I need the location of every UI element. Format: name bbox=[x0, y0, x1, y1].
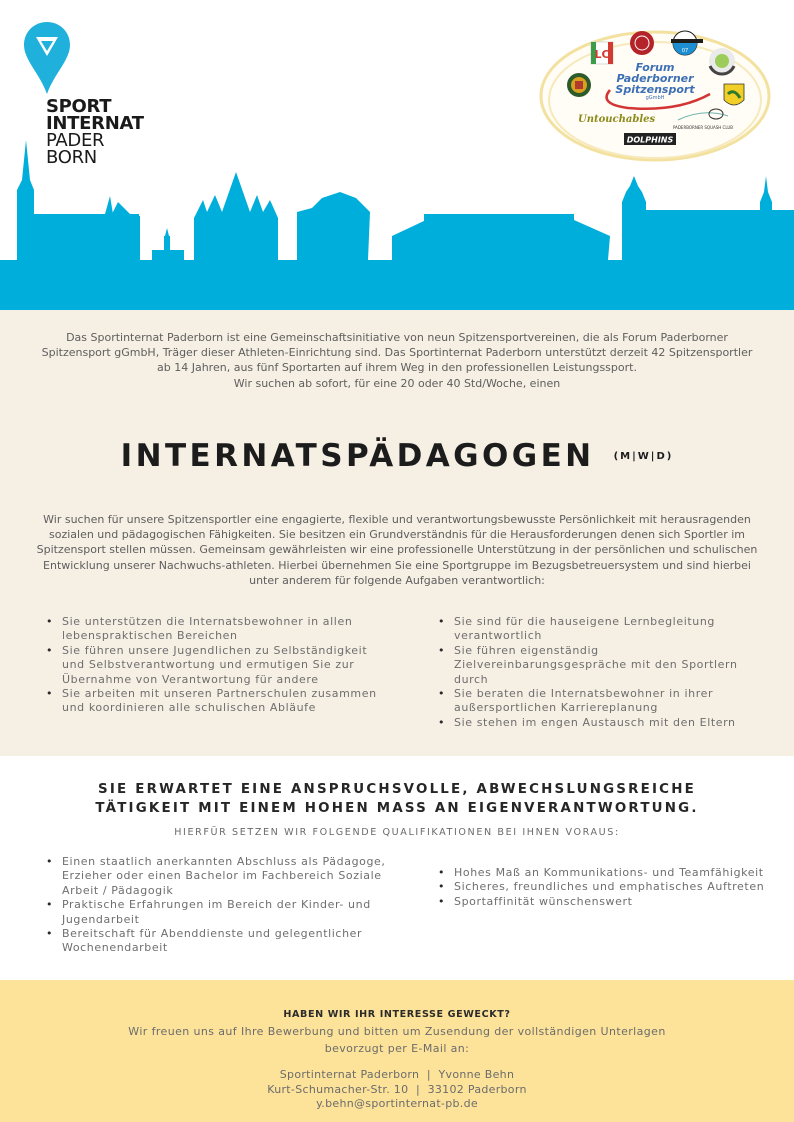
intro-text: Das Sportinternat Paderborn ist eine Gemeinschaftsinitiative von neun Spitzensportvereinen, die als Forum Paderborner Spitzensport gGmbH, Träger dieser Athleten-Einrichtung sind. Das Sportinternat Paderborn unterstützt derzeit 42 Spitzensportler ab 14 Jahren, aus fünf Sportarten auf ihrem Weg in den professionellen Leistungssport. bbox=[41, 331, 753, 375]
svg-text:DOLPHINS: DOLPHINS bbox=[626, 135, 674, 145]
expectations-headline bbox=[0, 780, 794, 818]
task-item: • Sie unterstützen die Internatsbewohner in allen lebenspraktischen Bereichen bbox=[44, 615, 394, 644]
expectations-headline-line-2: TÄTIGKEIT MIT EINEM HOHEN MASS AN EIGENVERANTWORTUNG. bbox=[95, 801, 699, 816]
intro-paragraph bbox=[40, 330, 754, 391]
task-item: • Sie sind für die hauseigene Lernbegleitung verantwortlich bbox=[436, 615, 766, 644]
job-intro-section bbox=[0, 310, 794, 756]
job-title-text: INTERNATSPÄDAGOGEN bbox=[120, 438, 595, 474]
contact-email-link[interactable]: y.behn@sportinternat-pb.de bbox=[316, 1097, 478, 1111]
forum-line-3: Spitzensport bbox=[615, 83, 695, 96]
svg-text:LC: LC bbox=[594, 48, 610, 61]
forum-suffix: gGmbH bbox=[645, 95, 665, 101]
contact-block bbox=[0, 1068, 794, 1112]
expectations-headline-line-1: SIE ERWARTET EINE ANSPRUCHSVOLLE, ABWECHSLUNGSREICHE bbox=[98, 782, 696, 797]
logo-line-sport: SPORT bbox=[46, 96, 112, 117]
task-item: • Sie führen eigenständig Zielvereinbarungsgespräche mit den Sportlern durch bbox=[436, 644, 766, 687]
qualifications-list-right bbox=[436, 866, 766, 909]
qualification-item: • Hohes Maß an Kommunikations- und Teamfähigkeit bbox=[436, 866, 766, 880]
logo-line-born: BORN bbox=[46, 147, 97, 168]
header bbox=[0, 0, 794, 310]
paderborn-skyline-graphic bbox=[0, 140, 794, 310]
footer-headline: HABEN WIR IHR INTERESSE GEWECKT? bbox=[283, 1009, 511, 1020]
qualifications-section bbox=[0, 756, 794, 980]
svg-text:07: 07 bbox=[681, 48, 689, 54]
job-title bbox=[0, 438, 794, 474]
untouchables-logo: Untouchables bbox=[578, 114, 656, 125]
task-item: • Sie beraten die Internatsbewohner in ihrer außersportlichen Karriereplanung bbox=[436, 687, 766, 716]
tasks-list-right bbox=[436, 615, 766, 730]
lc-club-logo bbox=[591, 42, 613, 64]
gender-label: (M|W|D) bbox=[613, 450, 674, 462]
application-footer bbox=[0, 980, 794, 1122]
baskets-club-logo bbox=[630, 31, 654, 55]
location-pin-icon bbox=[24, 22, 70, 94]
footer-text-line-1: Wir freuen uns auf Ihre Bewerbung und bitten um Zusendung der vollständigen Unterlagen bbox=[128, 1025, 666, 1038]
logo-line-internat: INTERNAT bbox=[46, 113, 144, 134]
qualification-item: • Praktische Erfahrungen im Bereich der Kinder- und Jugendarbeit bbox=[44, 898, 394, 927]
task-item: • Sie arbeiten mit unseren Partnerschulen zusammen und koordinieren alle schulischen Abläufe bbox=[44, 687, 394, 716]
job-description: Wir suchen für unsere Spitzensportler eine engagierte, flexible und verantwortungsbewusste Persönlichkeit mit herausragenden sozialen und pädagogischen Fähigkeiten. Sie besitzen ein Grundverständnis für die Herausforderungen denen sich Sportler im Spitzensport stellen müssen. Gemeinsam gewährleisten wir eine professionelle Unterstützung in der persönlichen und schulischen Entwicklung unserer Nachwuchs-athleten. Hierbei übernehmen Sie eine Sportgruppe im Bezugsbetreuersystem und sind hierbei unter anderem für folgende Aufgaben verantwortlich: bbox=[36, 513, 758, 587]
qualifications-subhead: HIERFÜR SETZEN WIR FOLGENDE QUALIFIKATIONEN BEI IHNEN VORAUS: bbox=[174, 827, 620, 838]
qualification-item: • Sicheres, freundliches und emphatisches Auftreten bbox=[436, 880, 766, 894]
qualification-item: • Sportaffinität wünschenswert bbox=[436, 895, 766, 909]
qualifications-list-left bbox=[44, 855, 394, 956]
task-item: • Sie stehen im engen Austausch mit den Eltern bbox=[436, 716, 766, 730]
task-item: • Sie führen unsere Jugendlichen zu Selbständigkeit und Selbstverantwortung und ermutigen Sie zur Übernahme von Verantwortung für andere bbox=[44, 644, 394, 687]
forum-logo-text bbox=[600, 62, 710, 101]
crest-club-logo bbox=[567, 73, 591, 97]
svg-text:PADERBORNER SQUASH CLUB: PADERBORNER SQUASH CLUB bbox=[672, 125, 734, 130]
qualification-item: • Bereitschaft für Abenddienste und gelegentlicher Wochenendarbeit bbox=[44, 927, 394, 956]
shield-club-logo bbox=[724, 84, 744, 105]
footer-text-line-2: bevorzugt per E-Mail an: bbox=[324, 1042, 470, 1055]
intro-search-line: Wir suchen ab sofort, für eine 20 oder 40 Std/Woche, einen bbox=[233, 376, 561, 390]
contact-address-line: Kurt-Schumacher-Str. 10 | 33102 Paderborn bbox=[267, 1082, 527, 1096]
logo-line-pader: PADER bbox=[46, 130, 105, 151]
qualification-item: • Einen staatlich anerkannten Abschluss als Pädagoge, Erzieher oder einen Bachelor im Fachbereich Soziale Arbeit / Pädagogik bbox=[44, 855, 394, 898]
contact-name-line: Sportinternat Paderborn | Yvonne Behn bbox=[279, 1068, 515, 1081]
forum-line-2: Paderborner bbox=[616, 72, 694, 85]
golf-club-logo bbox=[709, 48, 735, 74]
forum-line-1: Forum bbox=[635, 61, 675, 74]
footer-text bbox=[0, 1023, 794, 1057]
tasks-list-left bbox=[44, 615, 394, 716]
